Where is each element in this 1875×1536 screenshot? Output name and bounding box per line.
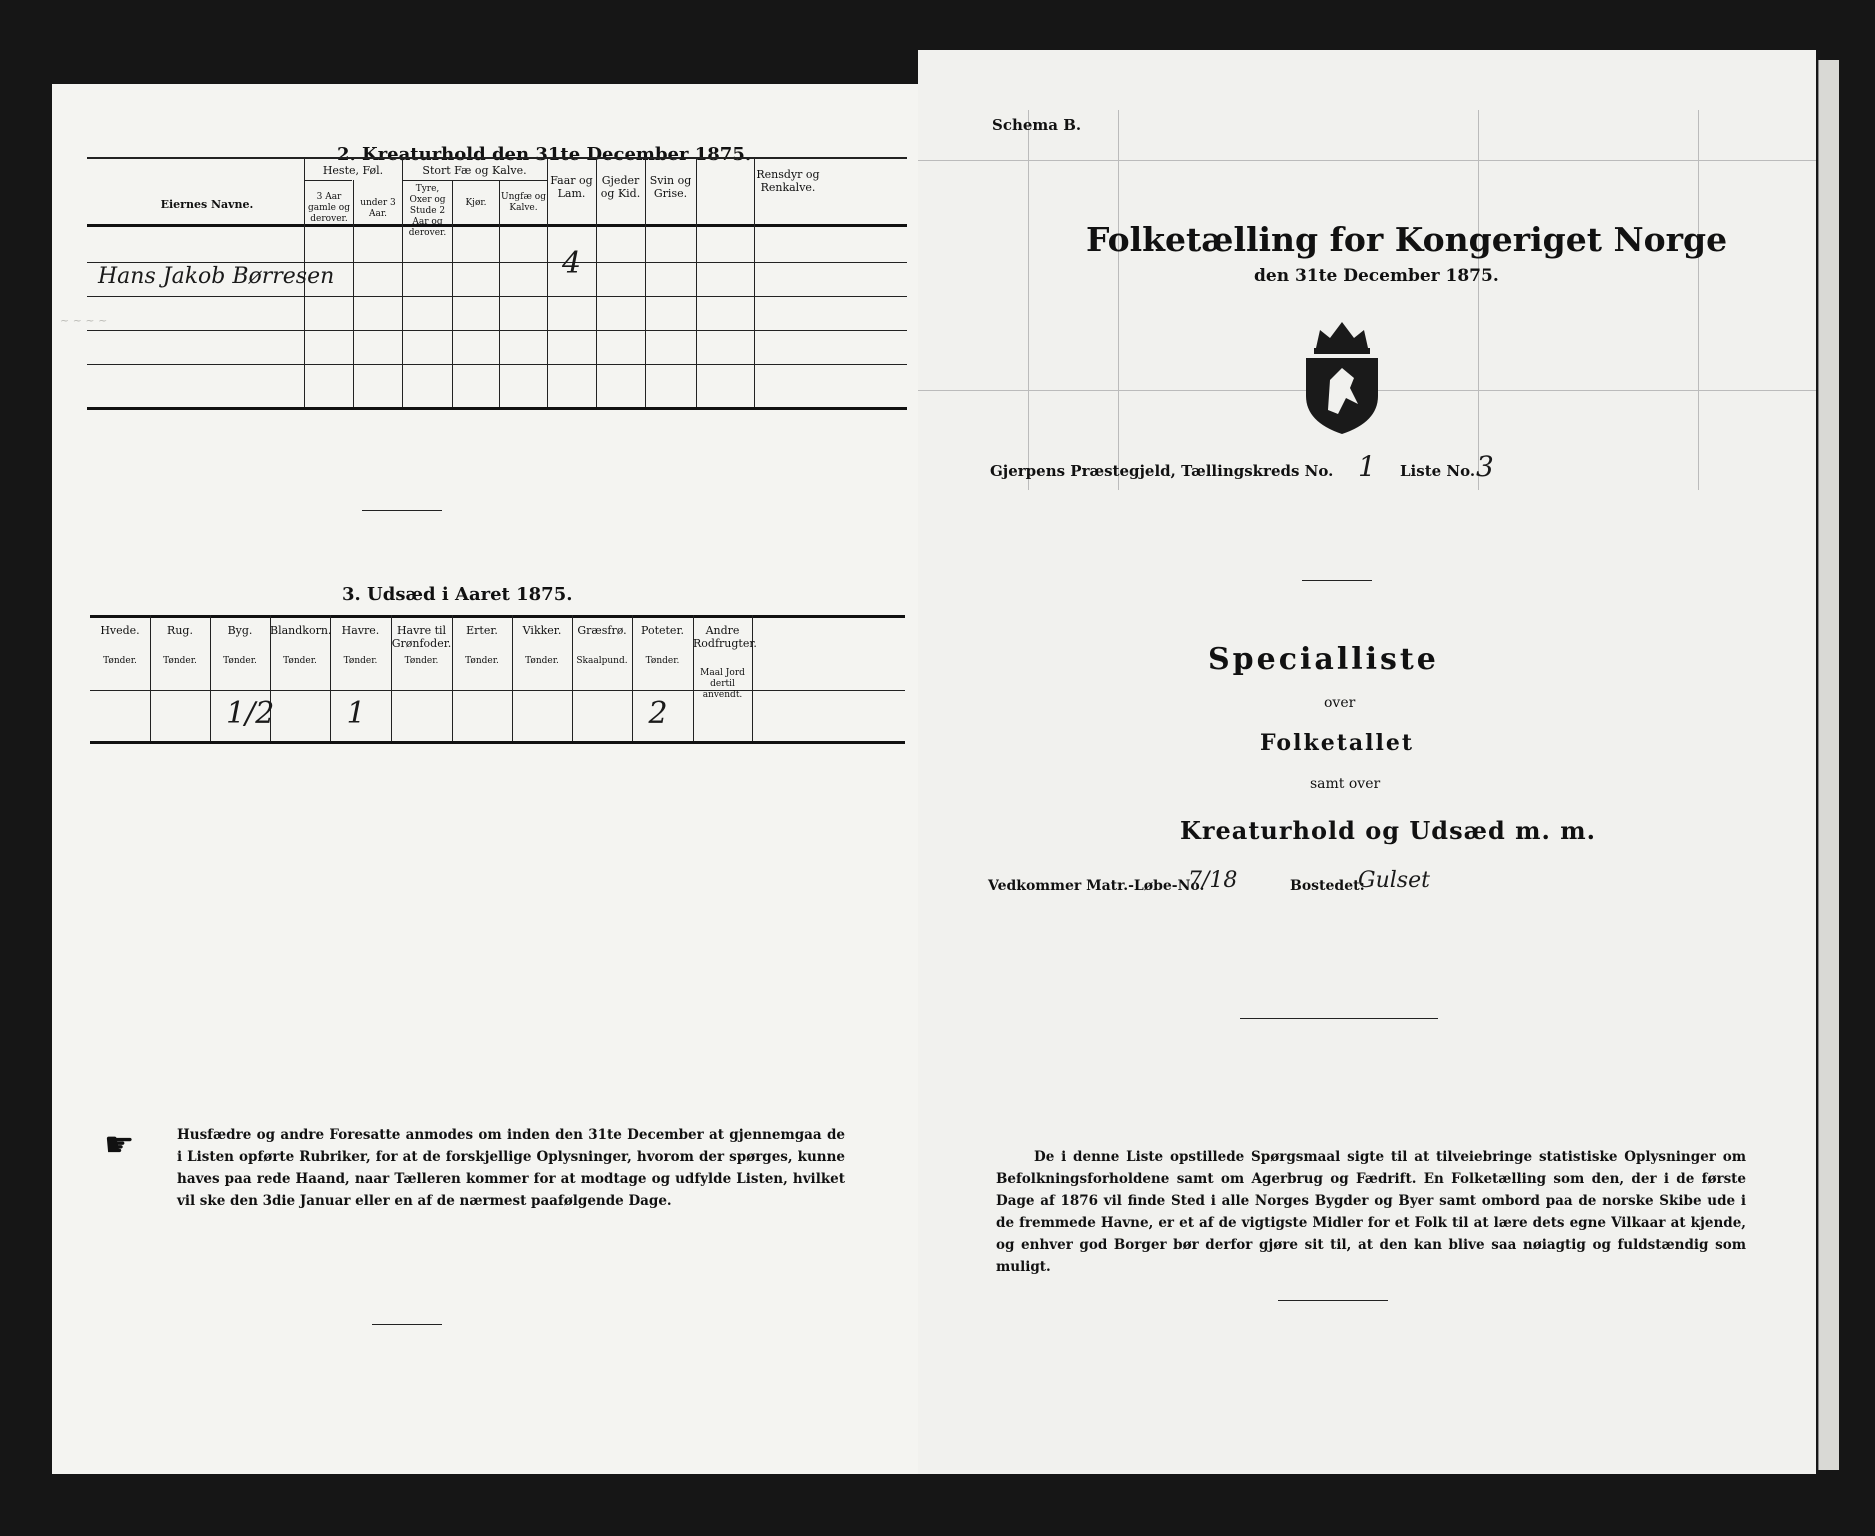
specialliste-heading: Specialliste bbox=[1208, 642, 1439, 677]
parish-value: 1 bbox=[1358, 450, 1376, 483]
over-label: over bbox=[1324, 695, 1356, 711]
coat-of-arms-icon bbox=[1298, 318, 1386, 438]
seed-col-name: Hvede. bbox=[100, 624, 140, 637]
seed-col-name: Havre til Grønfoder. bbox=[391, 624, 452, 650]
owner-name: Hans Jakob Børresen bbox=[98, 264, 335, 289]
col-pigs: Svin og Grise. bbox=[649, 174, 692, 200]
col-cattle-young: Ungfæ og Kalve. bbox=[501, 192, 546, 213]
schema-label: Schema B. bbox=[992, 116, 1082, 134]
seed-col-unit: Tønder. bbox=[103, 656, 137, 666]
folketallet-heading: Folketallet bbox=[1260, 730, 1414, 756]
bottom-divider bbox=[1278, 1300, 1388, 1301]
seed-col-unit: Tønder. bbox=[223, 656, 257, 666]
divider bbox=[1302, 580, 1372, 581]
seed-col-unit: Maal Jord dertil anvendt. bbox=[700, 668, 745, 700]
right-page bbox=[918, 50, 1816, 1474]
census-date: den 31te December 1875. bbox=[1254, 266, 1499, 286]
matr-value: 7/18 bbox=[1188, 868, 1238, 893]
explanation-paragraph: De i denne Liste opstillede Spørgsmaal sigte til at tilveiebringe statistiske Oplysninger om Befolkningsforholdene samt om Agerbrug og Fædrift. En Folketælling som den, der i de første Dage af 1876 vil finde Sted i alle Norges Bygder og Byer samt ombord paa de norske Skibe ude i de fremmede Havne, er et af de vigtigste Midler for et Folk til at lære dets egne Vilkaar at kjende, og enhver god Borger bør derfor gjøre sit til, at den kan blive saa nøiagtig og fuldstændig som muligt. bbox=[996, 1149, 1746, 1275]
notice-text: Husfædre og andre Foresatte anmodes om inden den 31te December at gjennemgaa de i Listen opførte Rubriker, for at de forskjellige Oplysninger, hvorom der spørges, kunne haves paa rede Haand, naar Tælleren kommer for at modtage og udfylde Listen, hvilket vil ske den 3die Januar eller en af de nærmest paafølgende Dage. bbox=[177, 1127, 845, 1209]
seed-col-name: Græsfrø. bbox=[577, 624, 627, 637]
sheep-count: 4 bbox=[562, 246, 582, 281]
signature-line bbox=[1240, 1018, 1438, 1019]
col-horses-old: 3 Aar gamle og derover. bbox=[308, 192, 350, 224]
list-label: Liste No. bbox=[1400, 462, 1476, 480]
seed-col-unit: Tønder. bbox=[404, 656, 439, 666]
bosted-value: Gulset bbox=[1358, 868, 1430, 893]
col-cattle: Stort Fæ og Kalve. bbox=[422, 164, 527, 177]
seed-col-unit: Skaalpund. bbox=[576, 656, 628, 666]
seed-col-name: Erter. bbox=[466, 624, 498, 637]
seed-value: 1/2 bbox=[226, 696, 275, 731]
seed-value: 2 bbox=[648, 696, 668, 731]
col-reindeer: Rensdyr og Renkalve. bbox=[756, 168, 820, 194]
pointing-hand-icon: ☛ bbox=[104, 1125, 135, 1165]
col-cattle-bulls: Tyre, Oxer og Stude 2 Aar og derover. bbox=[408, 184, 447, 238]
seed-col-name: Andre Rodfrugter. bbox=[693, 624, 757, 650]
col-owner: Eiernes Navne. bbox=[160, 198, 254, 211]
kreaturhold-heading: Kreaturhold og Udsæd m. m. bbox=[1180, 816, 1596, 845]
section2-title: 2. Kreaturhold den 31te December 1875. bbox=[337, 144, 752, 165]
seed-col-unit: Tønder. bbox=[525, 656, 559, 666]
list-value: 3 bbox=[1476, 450, 1494, 483]
divider bbox=[362, 510, 442, 511]
seed-col-name: Blandkorn. bbox=[270, 624, 332, 637]
col-horses: Heste, Føl. bbox=[322, 164, 384, 177]
seed-col-name: Havre. bbox=[341, 624, 380, 637]
seed-col-name: Poteter. bbox=[641, 624, 684, 637]
bleed-through: ~ ~ ~ ~ bbox=[60, 314, 108, 327]
col-goats: Gjeder og Kid. bbox=[600, 174, 641, 200]
page-edge bbox=[1818, 60, 1839, 1470]
seed-value: 1 bbox=[346, 696, 366, 731]
seed-col-unit: Tønder. bbox=[343, 656, 378, 666]
seed-col-name: Rug. bbox=[167, 624, 193, 637]
left-page bbox=[52, 84, 922, 1474]
col-cattle-cows: Kjør. bbox=[465, 198, 487, 208]
parish-label: Gjerpens Præstegjeld, Tællingskreds No. bbox=[990, 462, 1334, 480]
seed-col-name: Vikker. bbox=[522, 624, 562, 637]
col-sheep: Faar og Lam. bbox=[550, 174, 593, 200]
seed-col-unit: Tønder. bbox=[283, 656, 317, 666]
seed-col-unit: Tønder. bbox=[645, 656, 680, 666]
bottom-divider bbox=[372, 1324, 442, 1325]
seed-col-unit: Tønder. bbox=[163, 656, 197, 666]
main-title: Folketælling for Kongeriget Norge bbox=[1086, 220, 1728, 259]
col-horses-young: under 3 Aar. bbox=[360, 198, 396, 219]
samt-over-label: samt over bbox=[1310, 776, 1381, 792]
section3-title: 3. Udsæd i Aaret 1875. bbox=[342, 584, 573, 605]
matr-label: Vedkommer Matr.-Løbe-No. bbox=[988, 878, 1205, 894]
seed-col-name: Byg. bbox=[227, 624, 253, 637]
seed-col-unit: Tønder. bbox=[465, 656, 499, 666]
bosted-label: Bostedet: bbox=[1290, 878, 1365, 894]
